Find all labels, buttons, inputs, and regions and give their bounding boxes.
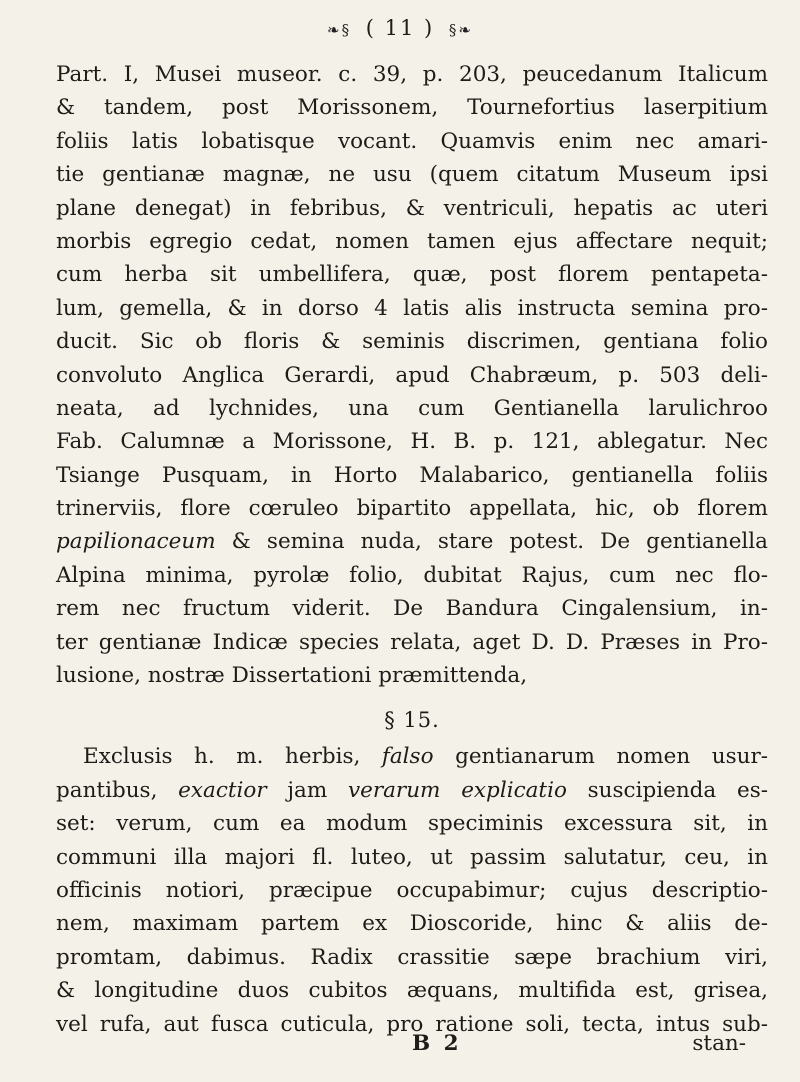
text-line: Tsiange Pusquam, in Horto Malabarico, gentianella foliis — [56, 462, 768, 488]
section-heading: § 15. — [384, 708, 440, 733]
text-line: Part. I, Musei museor. c. 39, p. 203, peucedanum Italicum — [56, 62, 768, 87]
text-line: ter gentianæ Indicæ species relata, aget D. D. Præses in Pro- — [56, 629, 768, 655]
body-text — [56, 58, 768, 1041]
text-line: ducit. Sic ob floris & seminis discrimen, gentiana folio — [56, 329, 768, 355]
signature-mark: B 2 — [412, 1031, 462, 1056]
text-line: neata, ad lychnides, una cum Gentianella larulichroo — [56, 395, 768, 421]
text-line: & longitudine duos cubitos æquans, multifida est, grisea, — [56, 978, 768, 1004]
text-line: Fab. Calumnæ a Morissone, H. B. p. 121, ablegatur. Nec — [56, 429, 768, 455]
paragraph-2 — [56, 740, 768, 1041]
text-line: trinerviis, flore cœruleo bipartito appellata, hic, ob florem — [56, 496, 768, 522]
page-number: ( 11 ) — [365, 16, 435, 40]
page-footer — [56, 1031, 768, 1063]
paragraph-1 — [56, 58, 768, 692]
text-line: officinis notiori, præcipue occupabimur; cujus descriptio- — [56, 877, 768, 903]
text-line: morbis egregio cedat, nomen tamen ejus affectare nequit; — [56, 228, 768, 254]
catchword: stan- — [692, 1031, 746, 1056]
text-line: communi illa majori fl. luteo, ut passim salutatur, ceu, in — [56, 844, 768, 870]
text-line: & tandem, post Morissonem, Tournefortius laserpitium — [56, 95, 768, 121]
text-line: lum, gemella, & in dorso 4 latis alis instructa semina pro- — [56, 295, 768, 321]
page-header — [0, 16, 800, 40]
text-line: lusione, nostræ Dissertationi præmittenda, — [56, 663, 528, 689]
text-line: plane denegat) in febribus, & ventriculi, hepatis ac uteri — [56, 195, 768, 221]
text-line: Alpina minima, pyrolæ folio, dubitat Rajus, cum nec flo- — [56, 562, 768, 588]
text-line: foliis latis lobatisque vocant. Quamvis enim nec amari- — [56, 128, 768, 154]
ornament-right-icon: §❧ — [448, 21, 473, 39]
text-line: rem nec fructum viderit. De Bandura Cingalensium, in- — [56, 596, 768, 622]
ornament-left-icon: ❧§ — [327, 21, 352, 39]
text-line: vel rufa, aut fusca cuticula, pro ratione soli, tecta, intus sub- — [56, 1011, 768, 1037]
text-line: papilionaceum & semina nuda, stare potest. De gentianella — [56, 529, 768, 555]
text-line: Exclusis h. m. herbis, falso gentianarum nomen usur- — [83, 744, 768, 770]
text-line: set: verum, cum ea modum speciminis excessura sit, in — [56, 811, 768, 837]
text-line: pantibus, exactior jam verarum explicatio suscipienda es- — [56, 777, 769, 803]
text-line: nem, maximam partem ex Dioscoride, hinc & aliis de- — [56, 911, 768, 937]
text-line: tie gentianæ magnæ, ne usu (quem citatum Museum ipsi — [56, 162, 768, 188]
text-line: cum herba sit umbellifera, quæ, post florem pentapeta- — [56, 262, 768, 288]
text-line: convoluto Anglica Gerardi, apud Chabræum, p. 503 deli- — [56, 362, 768, 388]
text-line: promtam, dabimus. Radix crassitie sæpe brachium viri, — [56, 944, 768, 970]
